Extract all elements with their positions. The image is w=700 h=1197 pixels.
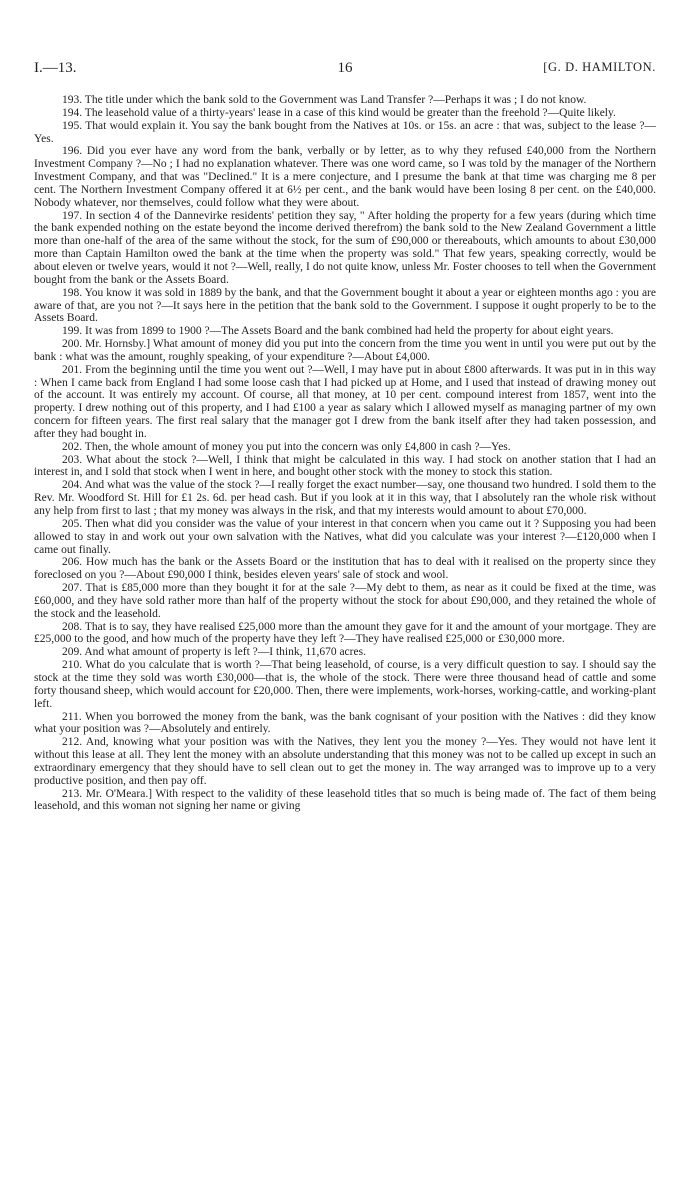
page-body (34, 94, 656, 813)
paragraph-193: 193. The title under which the bank sold to the Government was Land Transfer ?—Perhaps it was ; I do not know. (62, 94, 587, 106)
paragraph-204: 204. And what was the value of the stock ?—I really forget the exact number—say, one thousand two hundred. I sold them to the Rev. Mr. Woodford St. Hill for £1 2s. 6d. per head cash. But if you look at it in this way, that I absolutely ran the whole risk without any help from first to last ; that my money was always in the risk, and that my interests would amount to about £70,000. (34, 479, 656, 517)
paragraph-195: 195. That would explain it. You say the bank bought from the Natives at 10s. or 15s. an acre : that was, subject to the lease ?—Yes. (34, 119, 656, 145)
paragraph-211: 211. When you borrowed the money from the bank, was the bank cognisant of your position with the Natives : did they know what your position was ?—Absolutely and entirely. (34, 710, 656, 736)
paragraph-213: 213. Mr. O'Meara.] With respect to the validity of these leasehold titles that so much is being made of. The fact of them being leasehold, and this woman not signing her name or giving (34, 787, 656, 813)
paragraph-203: 203. What about the stock ?—Well, I think that might be calculated in this way. I had stock on another station that I had an interest in, and I sold that stock when I went in here, and bought other stock with the money to stock this station. (34, 453, 656, 479)
paragraph-206: 206. How much has the bank or the Assets Board or the institution that has to deal with it realised on the property since they foreclosed on you ?—About £90,000 I think, besides eleven years' sale of stock and wool. (34, 556, 656, 582)
witness-name: [G. D. HAMILTON. (543, 60, 656, 74)
paragraph-199: 199. It was from 1899 to 1900 ?—The Assets Board and the bank combined had held the property for about eight years. (62, 325, 614, 338)
paragraph-198: 198. You know it was sold in 1889 by the bank, and that the Government bought it about a year or eighteen months ago : you are aware of that, are you not ?—It says here in the petition that the bank sold to the Government. I suppose it ought properly to be to the Assets Board. (34, 286, 656, 325)
paragraph-196: 196. Did you ever have any word from the bank, verbally or by letter, as to why they refused £40,000 from the Northern Investment Company ?—No ; I had no explanation whatever. There was one word came, so I was told by the manager of the Northern Investment Company, and that was "Declined." It is a mere conjecture, and I presume the bank at that time was charging me 8 per cent. The Northern Investment Company offered it at 6½ per cent., and the bank would have been losing 8 per cent. on the £40,000. Nobody whatever, nor themselves, could follow what they were about. (34, 145, 656, 209)
paragraph-202: 202. Then, the whole amount of money you put into the concern was only £4,800 in cash ?—Yes. (62, 440, 511, 453)
paragraph-208: 208. That is to say, they have realised £25,000 more than the amount they gave for it and the amount of your mortgage. They are £25,000 to the good, and how much of the property have they left ?—They have realised £25,000 or £30,000 more. (34, 620, 656, 646)
paragraph-209: 209. And what amount of property is left ?—I think, 11,670 acres. (62, 646, 366, 659)
paragraph-210: 210. What do you calculate that is worth ?—That being leasehold, of course, is a very difficult question to say. I should say the stock at the time they sold was worth £30,000—that is, the whole of the stock. There were three thousand head of cattle and some forty thousand sheep, which would account for £20,000. Then, there were implements, work-horses, working-cattle, and working-plant left. (34, 659, 656, 710)
paragraph-207: 207. That is £85,000 more than they bought it for at the sale ?—My debt to them, as near as it could be fixed at the time, was £60,000, and they have sold rather more than half of the property without the stock for about £90,000, and they retained the whole of the stock and the leasehold. (34, 582, 656, 620)
paragraph-205: 205. Then what did you consider was the value of your interest in that concern when you came out it ? Supposing you had been allowed to stay in and work out your own salvation with the Natives, what did you calculate was your interest ?—£120,000 when I came out finally. (34, 517, 656, 556)
paragraph-194: 194. The leasehold value of a thirty-years' lease in a case of this kind would be greater than the freehold ?—Quite likely. (62, 106, 616, 119)
paragraph-200: 200. Mr. Hornsby.] What amount of money did you put into the concern from the time you went in until you were put out by the bank : what was the amount, roughly speaking, of your expenditure ?—About £4,000. (34, 338, 656, 363)
paragraph-201: 201. From the beginning until the time you went out ?—Well, I may have put in about £800 afterwards. It was put in in this way : When I came back from England I had some loose cash that I had picked up at Home, and I used that instead of drawing money out of the account. It was entirely my account. Of course, all that money, at 10 per cent. compound interest from 1857, went into the property. I drew nothing out of this property, and I had £100 a year as salary which I allowed myself as managing partner of my own concern for fifteen years. The first real salary that the manager got I drew from the bank itself after they had taken possession, and after they had bought in. (34, 363, 656, 440)
page-header (34, 60, 656, 80)
paper-reference: I.—13. (34, 60, 77, 76)
paragraph-197: 197. In section 4 of the Dannevirke residents' petition they say, " After holding the property for a few years (during which time the bank expended nothing on the estate beyond the income derived therefrom) the bank sold to the New Zealand Government a little more than one-half of the area of the same without the stock, for the sum of £90,000 or thereabouts, which amounts to about £30,000 more than Captain Hamilton owed the bank at the time when the property was sold." That few years, speaking correctly, would be about eleven or twelve years, would it not ?—Well, really, I do not quite know, unless Mr. Foster chooses to tell when the Government bought from the bank or the Assets Board. (34, 209, 656, 286)
paragraph-212: 212. And, knowing what your position was with the Natives, they lent you the money ?—Yes. They would not have lent it without this lease at all. They lent the money with an absolute understanding that this money was not to be called up except in such an extraordinary emergency that they should have to sell clean out to get the money in. The way arranged was to improve up to a very productive position, and then pay off. (34, 736, 656, 787)
page-number: 16 (337, 60, 353, 76)
